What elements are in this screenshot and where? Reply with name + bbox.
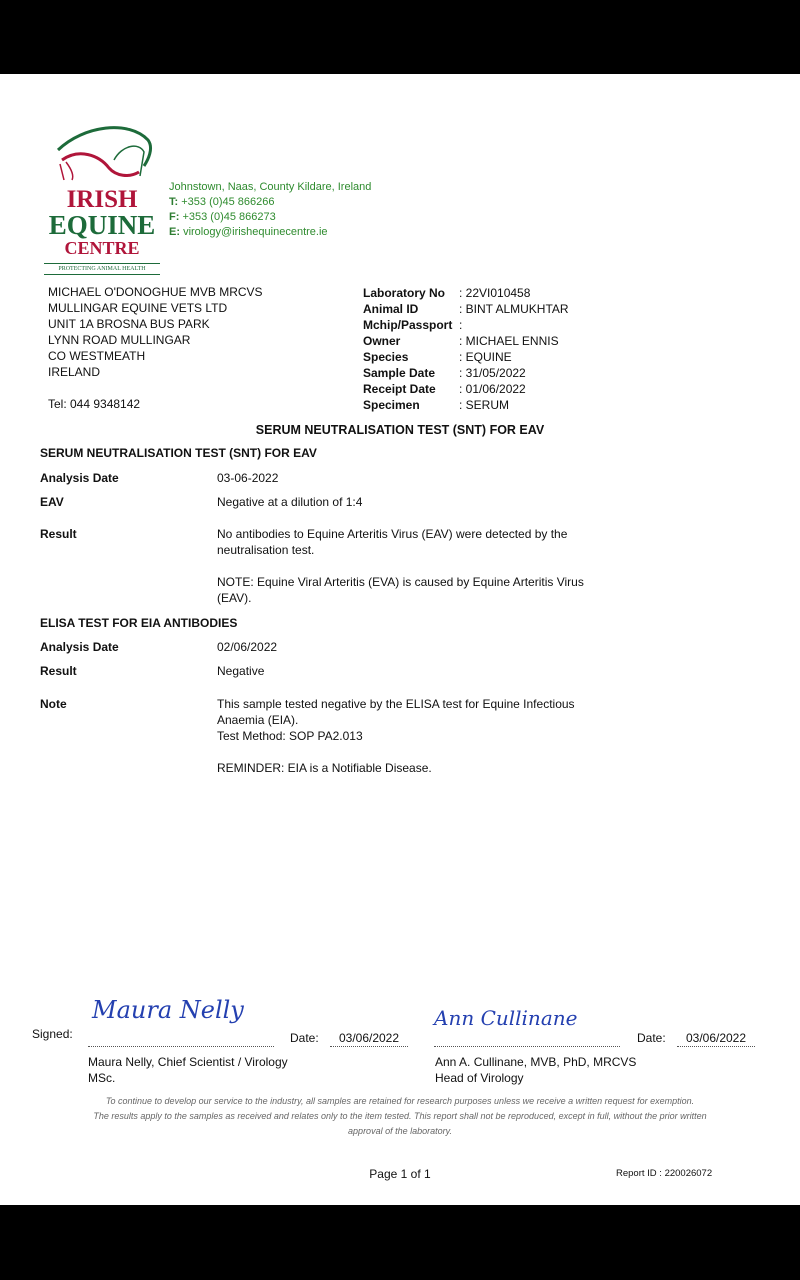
detail-value: : 22VI010458: [459, 286, 531, 300]
elisa-note-text: This sample tested negative by the ELISA test for Equine Infectious Anaemia (EIA).: [217, 697, 575, 727]
email-label: E:: [169, 226, 180, 238]
contact-block: [169, 180, 371, 240]
eav-value: Negative at a dilution of 1:4: [217, 495, 363, 509]
horse-heads-icon: [44, 120, 160, 182]
elisa-result-label: Result: [40, 664, 77, 678]
logo-text-irish: IRISH: [66, 186, 138, 213]
irish-equine-centre-logo: [44, 120, 160, 270]
elisa-note-label: Note: [40, 697, 67, 711]
phone: +353 (0)45 866266: [181, 196, 275, 208]
recipient-line: UNIT 1A BROSNA BUS PARK: [48, 317, 210, 331]
signature-2: [434, 996, 620, 1047]
recipient-address: [48, 284, 263, 380]
snt-analysis-label: Analysis Date: [40, 471, 119, 485]
disclaimer-retention: To continue to develop our service to the industry, all samples are retained for research purposes unless we receive a written request for exemption.: [105, 1096, 695, 1106]
signature-1-date: 03/06/2022: [330, 1030, 408, 1047]
recipient-line: MICHAEL O'DONOGHUE MVB MRCVS: [48, 285, 263, 299]
detail-label: Specimen: [363, 398, 420, 412]
signed-label: Signed:: [32, 1027, 73, 1041]
snt-result-label: Result: [40, 527, 77, 541]
detail-value: : 31/05/2022: [459, 366, 526, 380]
detail-label: Laboratory No: [363, 286, 446, 300]
phone-label: T:: [169, 196, 179, 208]
detail-value: : MICHAEL ENNIS: [459, 334, 559, 348]
logo-text-centre: CENTRE: [64, 238, 140, 258]
signature-1: [88, 996, 274, 1047]
detail-value: : SERUM: [459, 398, 510, 412]
logo-text-equine: EQUINE: [48, 210, 156, 240]
recipient-line: MULLINGAR EQUINE VETS LTD: [48, 301, 228, 315]
signature-2-date: 03/06/2022: [677, 1030, 755, 1047]
disclaimer-results: The results apply to the samples as received and relates only to the item tested. This report shall not be reproduced, except in full, without the prior written approval of the laboratory.: [93, 1111, 707, 1136]
signature-1-name: Maura Nelly, Chief Scientist / Virology MSc.: [88, 1055, 288, 1085]
email[interactable]: virology@irishequinecentre.ie: [183, 226, 328, 238]
recipient-tel: Tel: 044 9348142: [48, 397, 141, 411]
elisa-section-heading: ELISA TEST FOR EIA ANTIBODIES: [40, 616, 238, 630]
detail-label: Mchip/Passport: [363, 318, 453, 332]
fax-label: F:: [169, 211, 180, 223]
eav-label: EAV: [40, 495, 64, 509]
test-method: Test Method: SOP PA2.013: [217, 729, 363, 743]
address: Johnstown, Naas, County Kildare, Ireland: [169, 181, 372, 193]
date-label-1: Date:: [290, 1031, 319, 1045]
detail-label: Animal ID: [363, 302, 419, 316]
report-id: Report ID : 220026072: [616, 1168, 713, 1179]
snt-analysis-date: 03-06-2022: [217, 471, 279, 485]
signature-2-title: Head of Virology: [435, 1071, 524, 1085]
sample-details: [363, 285, 569, 413]
signature-2-name: Ann A. Cullinane, MVB, PhD, MRCVS: [435, 1055, 637, 1069]
logo-tagline: PROTECTING ANIMAL HEALTH: [44, 263, 160, 275]
recipient-line: IRELAND: [48, 365, 101, 379]
report-title: SERUM NEUTRALISATION TEST (SNT) FOR EAV: [255, 423, 545, 437]
signature-1-script: Maura Nelly: [92, 996, 244, 1024]
detail-value: :: [459, 318, 463, 332]
detail-label: Owner: [363, 334, 401, 348]
recipient-line: LYNN ROAD MULLINGAR: [48, 333, 191, 347]
snt-note-text: NOTE: Equine Viral Arteritis (EVA) is caused by Equine Arteritis Virus (EAV).: [217, 575, 584, 605]
detail-label: Sample Date: [363, 366, 436, 380]
detail-value: : 01/06/2022: [459, 382, 526, 396]
elisa-analysis-label: Analysis Date: [40, 640, 119, 654]
snt-result-text: No antibodies to Equine Arteritis Virus (EAV) were detected by the neutralisation test.: [217, 527, 568, 557]
reminder-text: REMINDER: EIA is a Notifiable Disease.: [217, 761, 432, 775]
elisa-result-value: Negative: [217, 664, 265, 678]
page-number: Page 1 of 1: [369, 1167, 431, 1181]
detail-value: : BINT ALMUKHTAR: [459, 302, 569, 316]
detail-label: Receipt Date: [363, 382, 436, 396]
elisa-analysis-date: 02/06/2022: [217, 640, 278, 654]
recipient-line: CO WESTMEATH: [48, 349, 146, 363]
fax: +353 (0)45 866273: [182, 211, 276, 223]
signature-2-script: Ann Cullinane: [434, 1006, 578, 1030]
detail-label: Species: [363, 350, 409, 364]
snt-section-heading: SERUM NEUTRALISATION TEST (SNT) FOR EAV: [40, 446, 317, 460]
detail-value: : EQUINE: [459, 350, 512, 364]
report-page: [0, 74, 800, 1205]
date-label-2: Date:: [637, 1031, 666, 1045]
